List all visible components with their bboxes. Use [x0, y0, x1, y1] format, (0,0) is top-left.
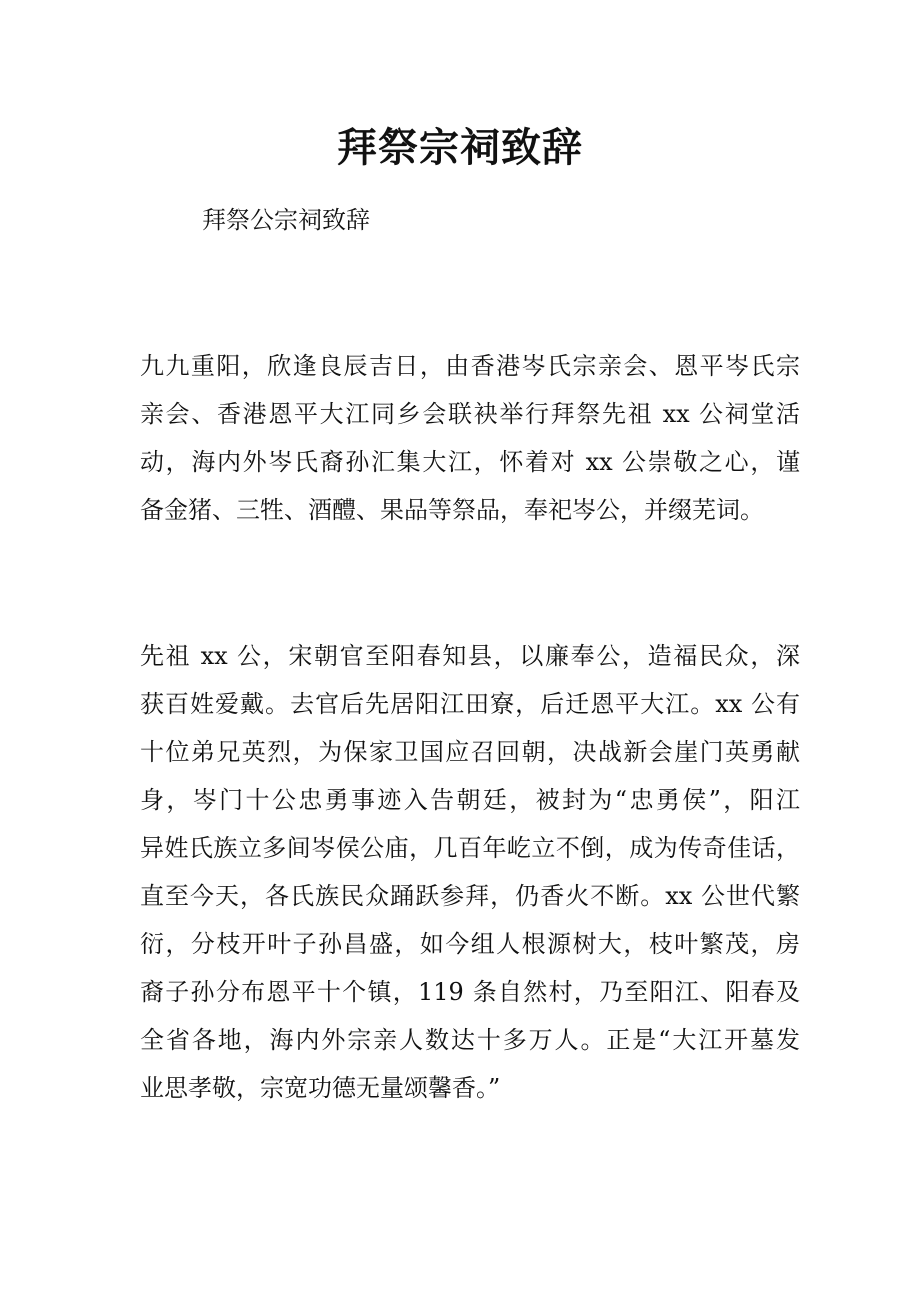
document-subtitle: 拜祭公宗祠致辞 — [202, 206, 370, 234]
paragraph-line: 先祖 xx 公，宋朝官至阳春知县，以廉奉公，造福民众，深 — [140, 642, 800, 670]
paragraph-1 — [140, 342, 800, 534]
paragraph-line: 异姓氏族立多间岑侯公庙，几百年屹立不倒，成为传奇佳话， — [140, 834, 800, 862]
paragraph-line: 十位弟兄英烈，为保家卫国应召回朝，决战新会崖门英勇献 — [140, 738, 800, 766]
paragraph-line: 衍，分枝开叶子孙昌盛，如今组人根源树大，枝叶繁茂，房 — [140, 930, 800, 958]
paragraph-line: 九九重阳，欣逢良辰吉日，由香港岑氏宗亲会、恩平岑氏宗 — [140, 352, 800, 380]
paragraph-line: 亲会、香港恩平大江同乡会联袂举行拜祭先祖 xx 公祠堂活 — [140, 400, 800, 428]
document-title: 拜祭宗祠致辞 — [337, 124, 583, 171]
paragraph-line: 备金猪、三牲、酒醴、果品等祭品，奉祀岑公，并缀芜词。 — [140, 496, 764, 524]
paragraph-2 — [140, 632, 800, 1112]
paragraph-line: 业思孝敬，宗宽功德无量颂馨香。” — [140, 1074, 501, 1102]
paragraph-line: 直至今天，各氏族民众踊跃参拜，仍香火不断。xx 公世代繁 — [140, 882, 800, 910]
paragraph-line: 动，海内外岑氏裔孙汇集大江，怀着对 xx 公崇敬之心，谨 — [140, 448, 800, 476]
paragraph-line: 身，岑门十公忠勇事迹入告朝廷，被封为“忠勇侯”，阳江 — [140, 786, 800, 814]
paragraph-line: 裔子孙分布恩平十个镇，119 条自然村，乃至阳江、阳春及 — [140, 978, 800, 1006]
paragraph-line: 全省各地，海内外宗亲人数达十多万人。正是“大江开墓发 — [140, 1026, 800, 1054]
paragraph-line: 获百姓爱戴。去官后先居阳江田寮，后迁恩平大江。xx 公有 — [140, 690, 800, 718]
